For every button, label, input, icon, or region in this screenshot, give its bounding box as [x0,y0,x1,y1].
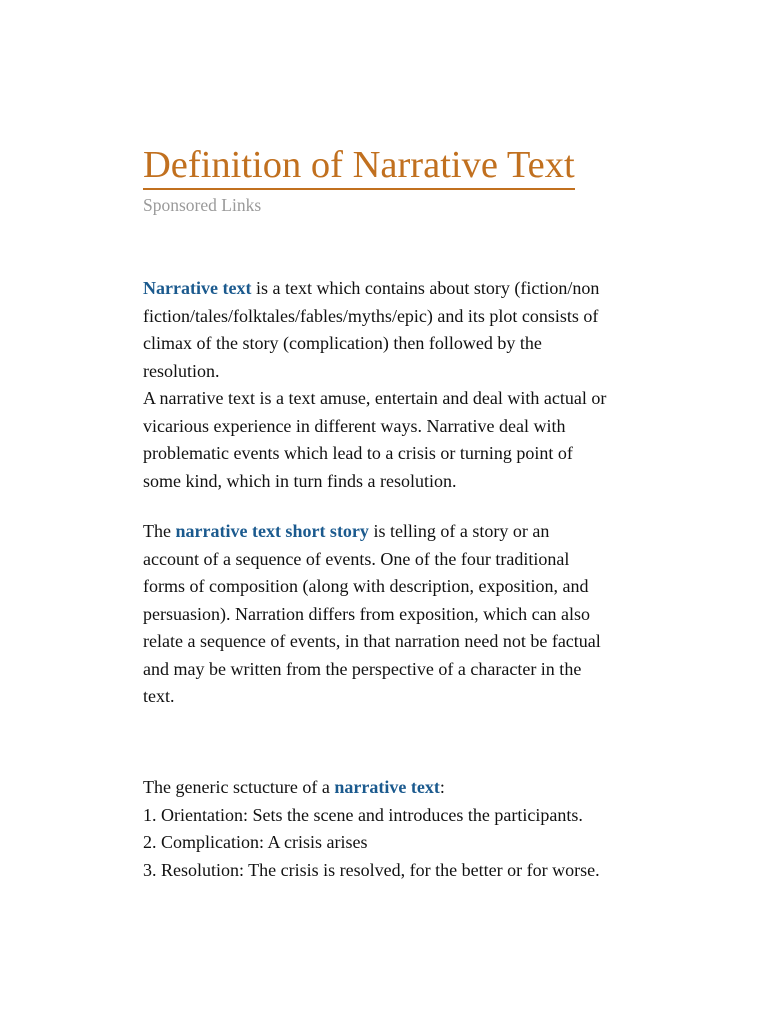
text-line: vicarious experience in different ways. Narrative deal with [143,415,566,436]
text-segment: The [143,521,176,541]
text-line [143,774,600,802]
sponsored-links-label: Sponsored Links [143,195,262,215]
paragraph-definition [143,275,606,495]
text-line: relate a sequence of events, in that narration need not be factual [143,631,601,651]
text-line: forms of composition (along with description, exposition, and [143,576,589,596]
page-title: Definition of Narrative Text [143,142,575,190]
list-item: 1. Orientation: Sets the scene and introduces the participants. [143,804,583,825]
text-segment: is a text which contains about story (fiction/non [251,278,600,298]
paragraph-short-story [143,518,601,711]
text-line [143,518,601,546]
text-line: A narrative text is a text amuse, entertain and deal with actual or [143,388,607,408]
text-line: resolution. [143,360,220,381]
text-line: climax of the story (complication) then followed by the [143,333,542,353]
text-segment: is telling of a story or an [368,521,550,541]
narrative-text-link[interactable]: Narrative text [143,278,252,298]
list-item: 3. Resolution: The crisis is resolved, for the better or for worse. [143,859,600,880]
paragraph-generic-structure [143,774,600,884]
narrative-text-link-2[interactable]: narrative text [334,777,440,797]
text-line: text. [143,686,175,706]
narrative-text-short-story-link[interactable]: narrative text short story [175,521,369,541]
text-segment: : [439,777,445,797]
text-line: account of a sequence of events. One of the four traditional [143,548,570,569]
text-line: some kind, which in turn finds a resolution. [143,470,457,491]
text-line: persuasion). Narration differs from exposition, which can also [143,603,591,624]
text-line: problematic events which lead to a crisis or turning point of [143,443,573,463]
list-item: 2. Complication: A crisis arises [143,832,368,852]
text-line [143,275,606,303]
text-line: and may be written from the perspective of a character in the [143,658,582,679]
text-line: fiction/tales/folktales/fables/myths/epic) and its plot consists of [143,305,599,326]
text-segment: The generic sctucture of a [143,777,335,797]
